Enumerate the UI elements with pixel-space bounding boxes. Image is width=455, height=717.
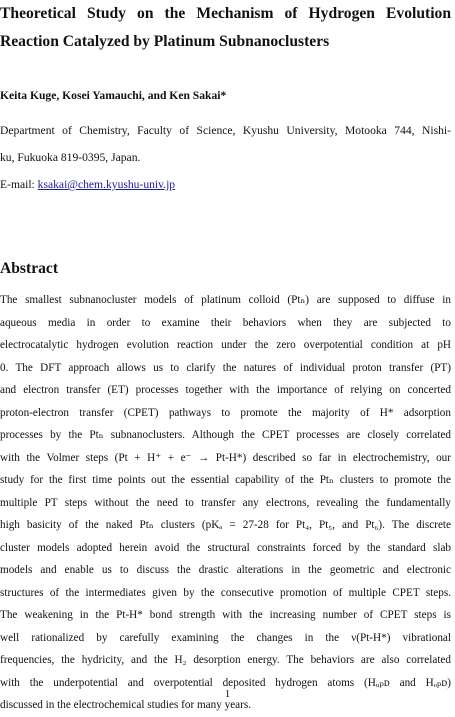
abstract-line: proton-electron transfer (CPET) pathways to promote the majority of H* adsorption <box>0 406 451 419</box>
abstract-line: study for the first time points out the essential capability of the Ptₙ clusters to promote the <box>0 474 451 486</box>
email-label: E-mail: <box>0 178 38 191</box>
affiliation-line-2: ku, Fukuoka 819-0395, Japan. <box>0 150 141 164</box>
author-list: Keita Kuge, Kosei Yamauchi, and Ken Sakai* <box>0 89 227 102</box>
abstract-line: The smallest subnanocluster models of platinum colloid (Ptₙ) are supposed to diffuse in <box>0 294 451 306</box>
page-number: 1 <box>224 688 231 700</box>
abstract-line: discussed in the electrochemical studies for many years. <box>0 699 252 711</box>
abstract-line: and electron transfer (ET) processes together with the importance of relying on concerted <box>0 384 451 396</box>
affiliation-line-1: Department of Chemistry, Faculty of Science, Kyushu University, Motooka 744, Nishi- <box>0 124 451 137</box>
abstract-line: high basicity of the naked Ptₙ clusters (pKₐ = 27-28 for Pt₄, Pt₅, and Pt₆). The discrete <box>0 519 451 531</box>
abstract-line: models and enable us to discuss the drastic alterations in the geometric and electronic <box>0 564 451 576</box>
abstract-line: structures of the intermediates given by the consecutive promotion of multiple CPET steps. <box>0 586 451 599</box>
abstract-line: electrocatalytic hydrogen evolution reaction under the zero overpotential condition at pH <box>0 339 451 351</box>
abstract-line: with the underpotential and overpotential deposited hydrogen atoms (Hᵤₚᴅ and Hₒₚᴅ) <box>0 676 451 689</box>
abstract-line: 0. The DFT approach allows us to clarify the natures of individual proton transfer (PT) <box>0 361 451 374</box>
abstract-heading: Abstract <box>0 260 59 277</box>
abstract-line: well rationalized by carefully examining the changes in the ν(Pt-H*) vibrational <box>0 631 451 644</box>
abstract-line: frequencies, the hydricity, and the H₂ desorption energy. The behaviors are also correlated <box>0 654 451 666</box>
title-line-1: Theoretical Study on the Mechanism of Hydrogen Evolution <box>0 5 451 22</box>
abstract-line: multiple PT steps without the need to transfer any electrons, revealing the fundamentally <box>0 496 451 509</box>
affiliation <box>0 118 451 171</box>
email-line <box>0 172 175 199</box>
email-link[interactable]: ksakai@chem.kyushu-univ.jp <box>37 178 176 191</box>
abstract-line: cluster models adopted herein avoid the structural constraints forced by the standard slab <box>0 541 451 554</box>
abstract-line: aqueous media in order to examine their behaviors when they are subjected to <box>0 316 451 329</box>
abstract-line: The weakening in the Pt-H* bond strength with the increasing number of CPET steps is <box>0 609 451 621</box>
abstract-line: with the Volmer steps (Pt + H⁺ + e⁻ → Pt-H*) described so far in electrochemistry, our <box>0 451 451 464</box>
abstract-body <box>0 289 451 717</box>
paper-title <box>0 0 451 56</box>
title-line-2: Reaction Catalyzed by Platinum Subnanoclusters <box>0 33 330 50</box>
abstract-line: processes by the Ptₙ subnanoclusters. Although the CPET processes are closely correlated <box>0 429 451 441</box>
